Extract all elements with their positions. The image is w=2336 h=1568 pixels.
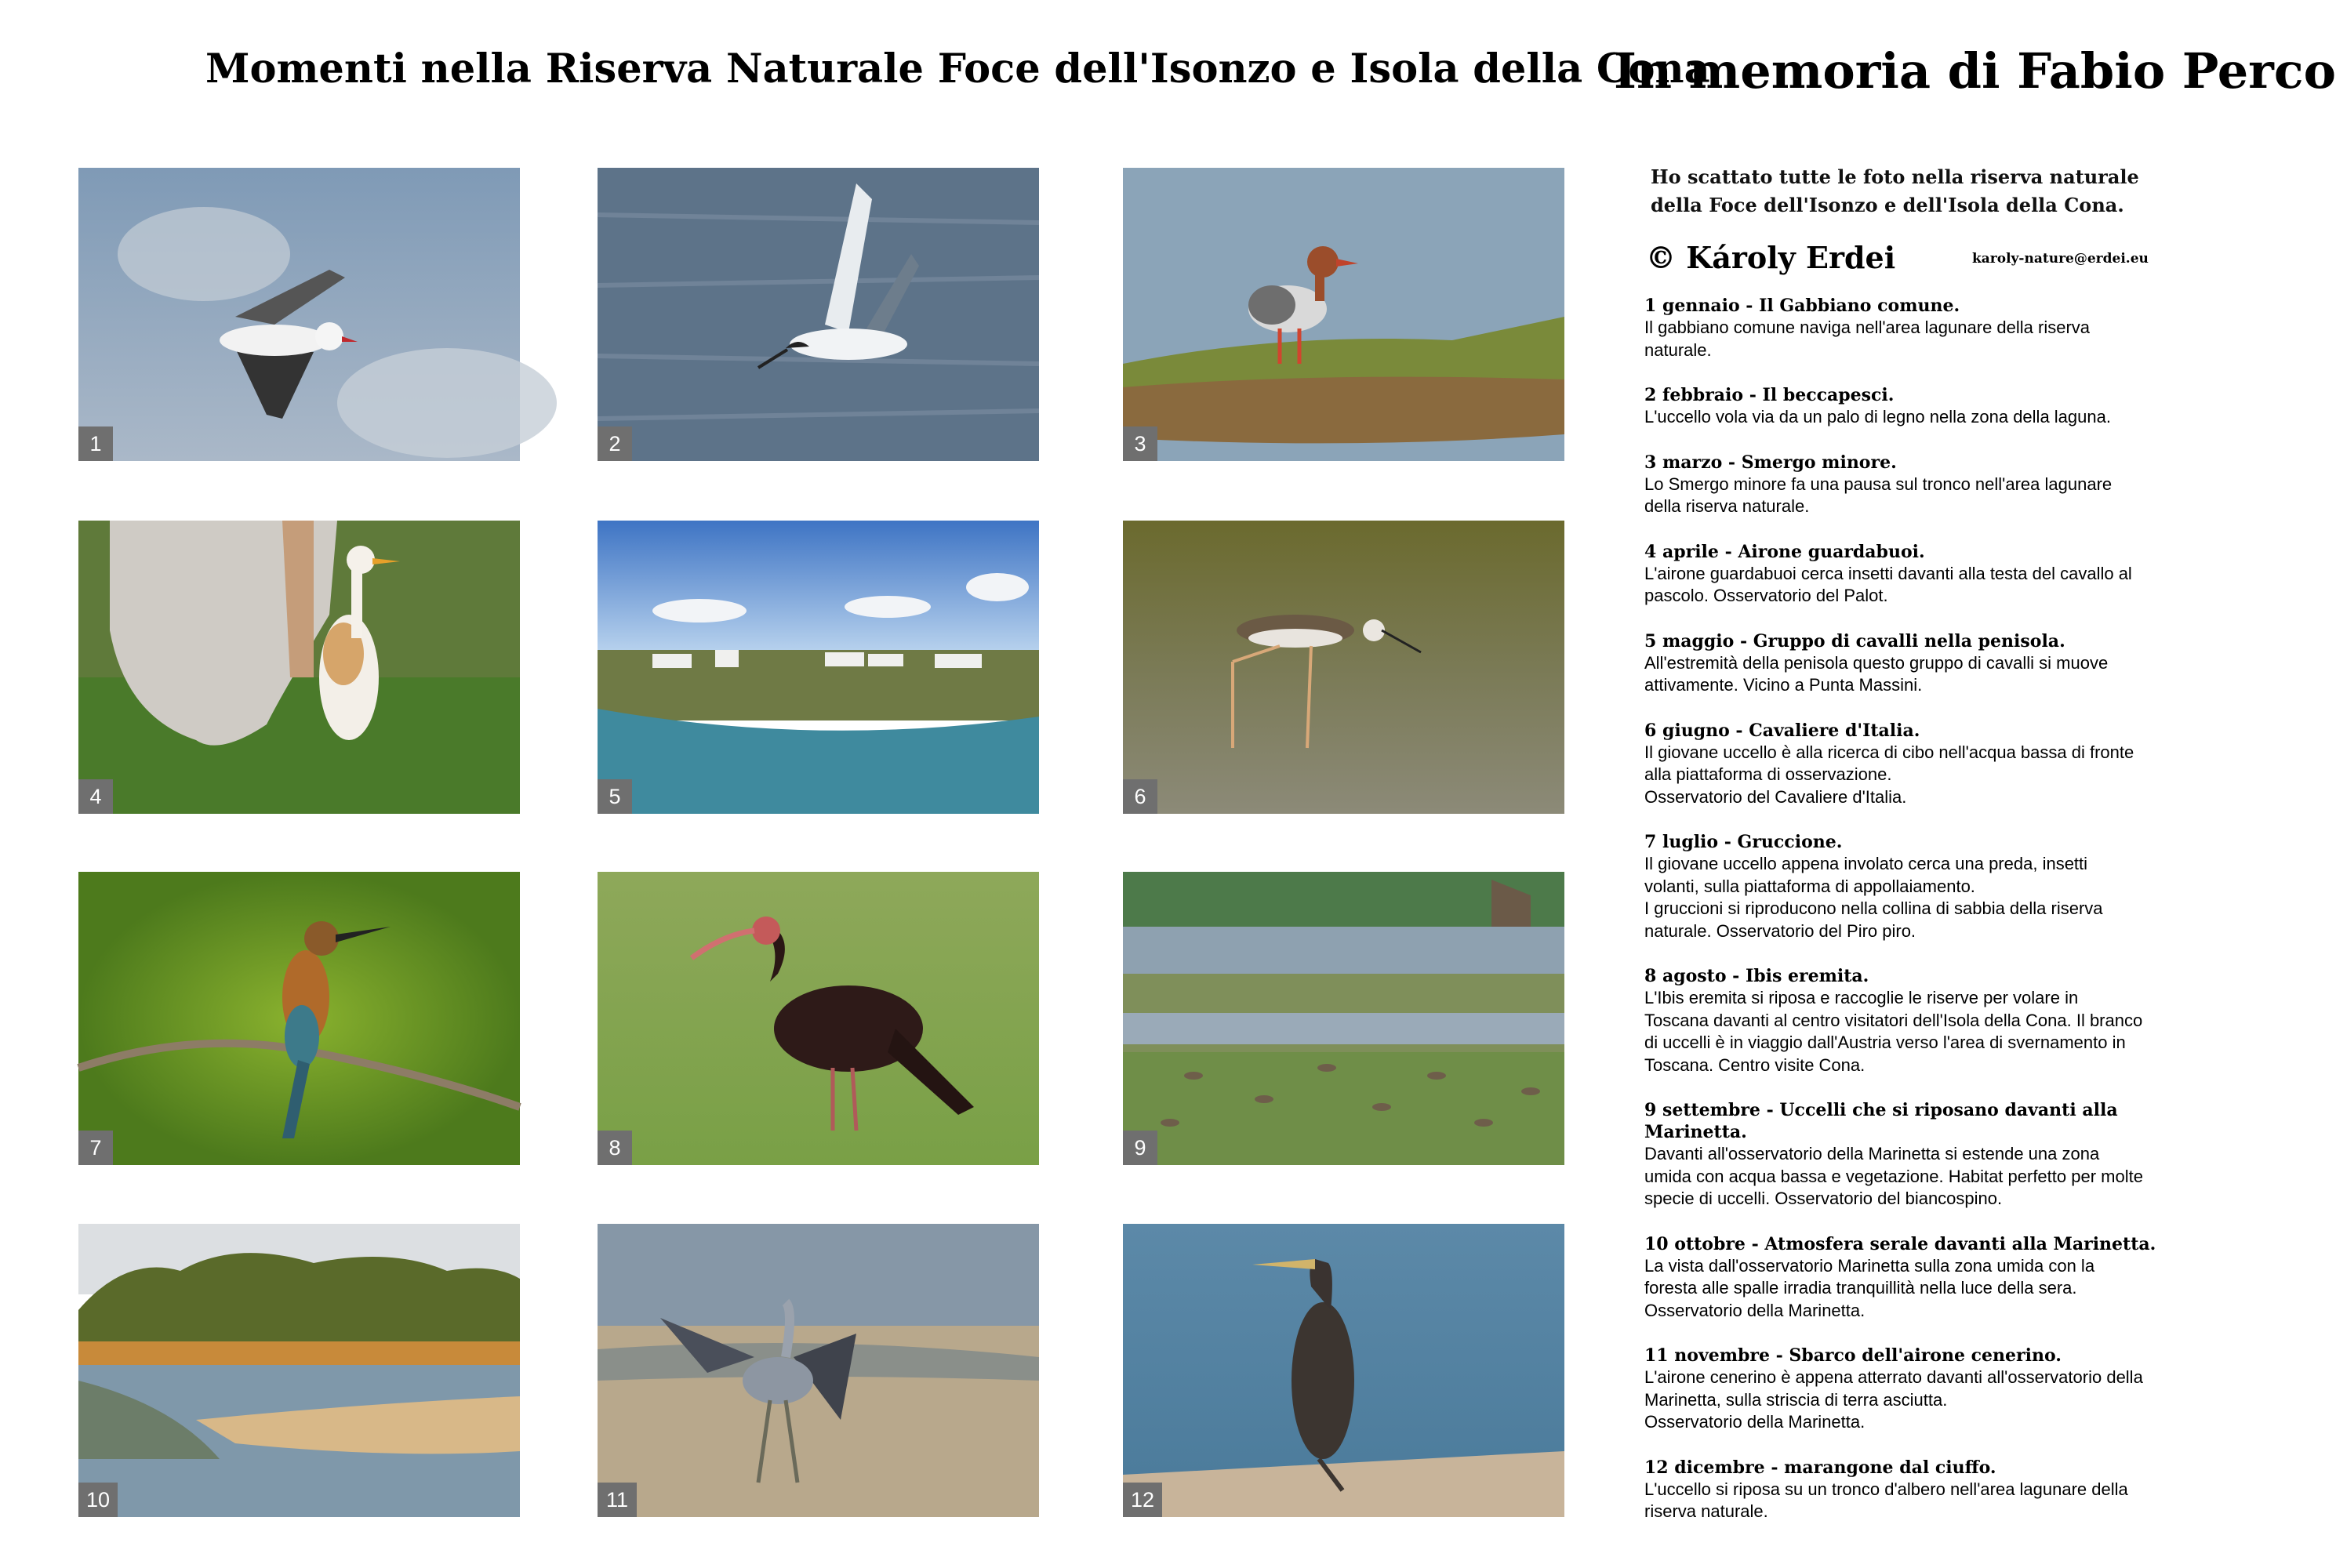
caption-body: La vista dall'osservatorio Marinetta sulla zona umida con la foresta alle spalle irradia tranquillità nella luce della sera. Osservatorio della Marinetta.	[1644, 1255, 2095, 1320]
photo-3-merganser	[1123, 168, 1564, 461]
caption-heading: 9 settembre - Uccelli che si riposano davanti alla Marinetta.	[1644, 1100, 2118, 1142]
credit-row	[1644, 240, 2193, 295]
caption-heading: 7 luglio - Gruccione.	[1644, 832, 1843, 852]
caption-heading: 11 novembre - Sbarco dell'airone cenerino.	[1644, 1345, 2062, 1366]
photo-number: 5	[598, 779, 632, 814]
photo-number: 7	[78, 1131, 113, 1165]
photo-10-evening	[78, 1224, 520, 1517]
caption-entry	[1644, 1099, 2193, 1210]
photo-number: 4	[78, 779, 113, 814]
caption-entry	[1644, 1233, 2193, 1323]
photo-7-bee-eater	[78, 872, 520, 1165]
caption-heading: 12 dicembre - marangone dal ciuffo.	[1644, 1457, 1996, 1478]
photo-number: 12	[1123, 1483, 1162, 1517]
photo-number: 8	[598, 1131, 632, 1165]
caption-body: L'airone guardabuoi cerca insetti davanti alla testa del cavallo al pascolo. Osservatorio del Palot.	[1644, 563, 2132, 605]
caption-body: Il giovane uccello è alla ricerca di cibo nell'acqua bassa di fronte alla piattaforma di osservazione. Osservatorio del Cavaliere d'Italia.	[1644, 742, 2134, 807]
copyright-credit: © Károly Erdei	[1646, 240, 1896, 275]
caption-entry	[1644, 384, 2193, 429]
photo-number: 1	[78, 426, 113, 461]
monthly-captions	[1644, 295, 2193, 1523]
photo-number: 3	[1123, 426, 1157, 461]
photo-8-ibis	[598, 872, 1039, 1165]
photo-11-heron	[598, 1224, 1039, 1517]
caption-entry	[1644, 452, 2193, 518]
photo-5-horses	[598, 521, 1039, 814]
photo-4-egret	[78, 521, 520, 814]
caption-entry	[1644, 720, 2193, 809]
caption-heading: 10 ottobre - Atmosfera serale davanti alla Marinetta.	[1644, 1233, 2156, 1254]
photo-6-stilt	[1123, 521, 1564, 814]
caption-entry	[1644, 1345, 2193, 1434]
caption-body: All'estremità della penisola questo gruppo di cavalli si muove attivamente. Vicino a Punta Massini.	[1644, 652, 2109, 695]
caption-heading: 4 aprile - Airone guardabuoi.	[1644, 541, 1925, 562]
caption-entry	[1644, 541, 2193, 608]
caption-entry	[1644, 1457, 2193, 1523]
caption-heading: 3 marzo - Smergo minore.	[1644, 452, 1897, 473]
photo-number: 11	[598, 1483, 637, 1517]
caption-entry	[1644, 295, 2193, 361]
caption-entry	[1644, 630, 2193, 697]
photo-number: 6	[1123, 779, 1157, 814]
photo-2-tern	[598, 168, 1039, 461]
caption-heading: 5 maggio - Gruppo di cavalli nella penisola.	[1644, 630, 2065, 652]
sidebar	[1644, 163, 2193, 1546]
caption-heading: 2 febbraio - Il beccapesci.	[1644, 385, 1895, 405]
caption-body: L'Ibis eremita si riposa e raccoglie le riserve per volare in Toscana davanti al centro visitatori dell'Isola della Cona. Il branco di uccelli è in viaggio dall'Austria verso l'area di svernamento in Toscana. Centro visite Cona.	[1644, 988, 2143, 1075]
intro-text: Ho scattato tutte le foto nella riserva naturale della Foce dell'Isonzo e dell'Isola della Cona.	[1651, 165, 2139, 216]
page-title: Momenti nella Riserva Naturale Foce dell'Isonzo e Isola della Cona	[205, 45, 1710, 93]
photo-number: 9	[1123, 1131, 1157, 1165]
contact-email: karoly-nature@erdei.eu	[1972, 251, 2149, 267]
caption-entry	[1644, 965, 2193, 1076]
caption-body: L'uccello vola via da un palo di legno nella zona della laguna.	[1644, 407, 2111, 426]
photo-12-cormorant	[1123, 1224, 1564, 1517]
caption-body: L'airone cenerino è appena atterrato davanti all'osservatorio della Marinetta, sulla striscia di terra asciutta. Osservatorio della Marinetta.	[1644, 1367, 2143, 1432]
caption-heading: 8 agosto - Ibis eremita.	[1644, 966, 1869, 986]
caption-heading: 1 gennaio - Il Gabbiano comune.	[1644, 296, 1960, 316]
photo-1-gull	[78, 168, 520, 461]
memorial-title: In memoria di Fabio Perco	[1614, 42, 2336, 100]
photo-number: 2	[598, 426, 632, 461]
caption-heading: 6 giugno - Cavaliere d'Italia.	[1644, 720, 1920, 741]
caption-body: Lo Smergo minore fa una pausa sul tronco nell'area lagunare della riserva naturale.	[1644, 474, 2113, 516]
caption-body: Davanti all'osservatorio della Marinetta si estende una zona umida con acqua bassa e vegetazione. Habitat perfetto per molte specie di uccelli. Osservatorio del biancospino.	[1644, 1144, 2143, 1208]
photo-9-wetland	[1123, 872, 1564, 1165]
caption-entry	[1644, 831, 2193, 942]
caption-body: Il giovane uccello appena involato cerca una preda, insetti volanti, sulla piattaforma di appollaiamento. I gruccioni si riproducono nella collina di sabbia della riserva naturale. Osservatorio del Piro piro.	[1644, 854, 2103, 941]
caption-body: L'uccello si riposa su un tronco d'albero nell'area lagunare della riserva naturale.	[1644, 1479, 2128, 1521]
caption-body: Il gabbiano comune naviga nell'area lagunare della riserva naturale.	[1644, 318, 2091, 360]
photo-number: 10	[78, 1483, 118, 1517]
